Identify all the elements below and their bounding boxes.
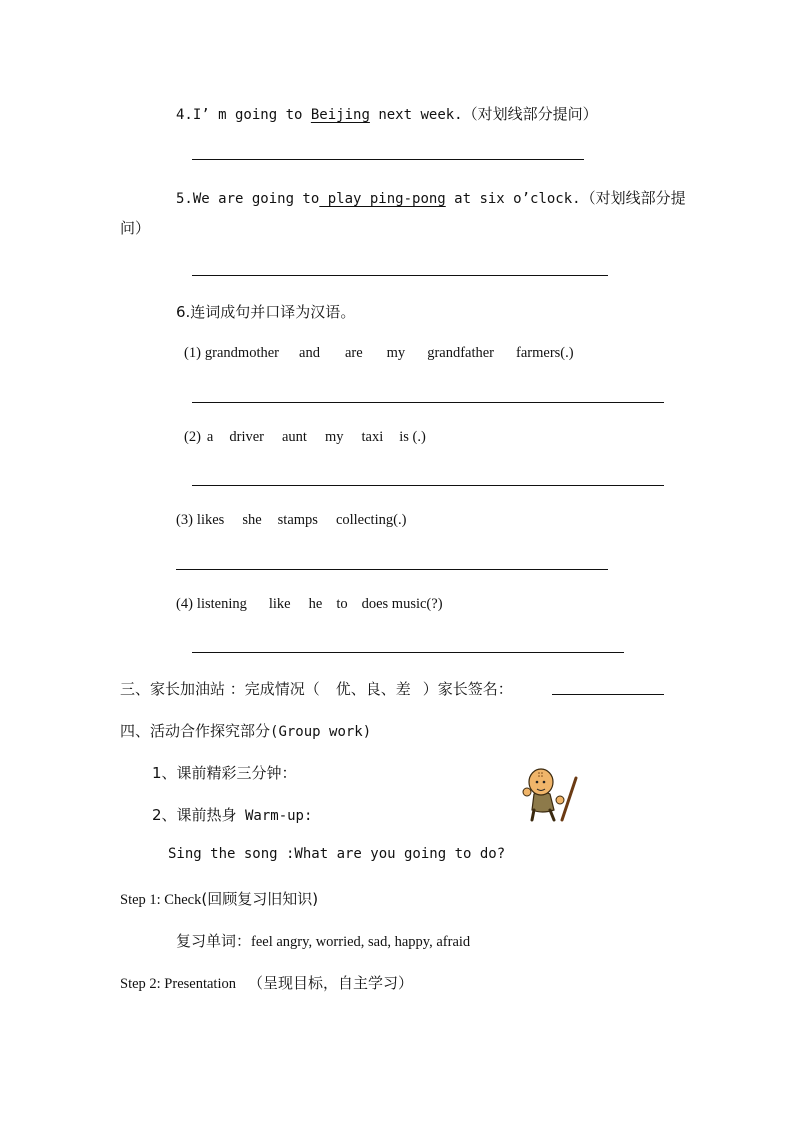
q6-item-1: (1) grandmother and are my grandfather farmers(.) xyxy=(184,345,574,361)
answer-line-5[interactable] xyxy=(192,275,608,276)
answer-line-4[interactable] xyxy=(192,159,584,160)
section-3-parent-station: 三、家长加油站 ：完成情况（ 优、良、差 ）家长签名： xyxy=(120,680,513,698)
answer-line-6-2[interactable] xyxy=(192,485,664,486)
section-4-item-1: 1、课前精彩三分钟： xyxy=(152,764,297,782)
item-number: (3) xyxy=(176,512,193,528)
question-6-title: 6.连词成句并口译为汉语。 xyxy=(176,303,356,321)
q6-item-4: (4) listening like he to does music(?) xyxy=(176,596,443,612)
monk-cartoon-icon xyxy=(520,764,582,824)
step-2: Step 2: Presentation （呈现目标，自主学习） xyxy=(120,974,414,992)
question-5: 5.We are going to play ping-pong at six o’clock.（对划线部分提 xyxy=(176,189,686,207)
section-4-title: 四、活动合作探究部分(Group work) xyxy=(120,722,372,740)
step-1-review-words: 复习单词：feel angry, worried, sad, happy, afraid xyxy=(176,932,471,950)
parent-signature-line[interactable] xyxy=(552,694,664,695)
item-number: (2) xyxy=(184,429,201,445)
step-1: Step 1: Check(回顾复习旧知识) xyxy=(120,890,319,908)
item-number: (4) xyxy=(176,596,193,612)
question-4: 4.I’ m going to Beijing next week.（对划线部分提问） xyxy=(176,105,598,123)
q6-item-3: (3) likes she stamps collecting(.) xyxy=(176,512,407,528)
answer-line-6-3[interactable] xyxy=(176,569,608,570)
answer-line-6-1[interactable] xyxy=(192,402,664,403)
item-number: (1) xyxy=(184,345,201,361)
q6-item-2: (2) a driver aunt my taxi is (.) xyxy=(184,429,426,445)
rating-options[interactable]: 优、良、差 xyxy=(335,680,411,698)
warmup-song: Sing the song :What are you going to do? xyxy=(168,846,506,862)
question-5-continued: 问） xyxy=(120,219,151,237)
section-4-item-2: 2、课前热身 Warm-up: xyxy=(152,806,313,824)
answer-line-6-4[interactable] xyxy=(192,652,624,653)
